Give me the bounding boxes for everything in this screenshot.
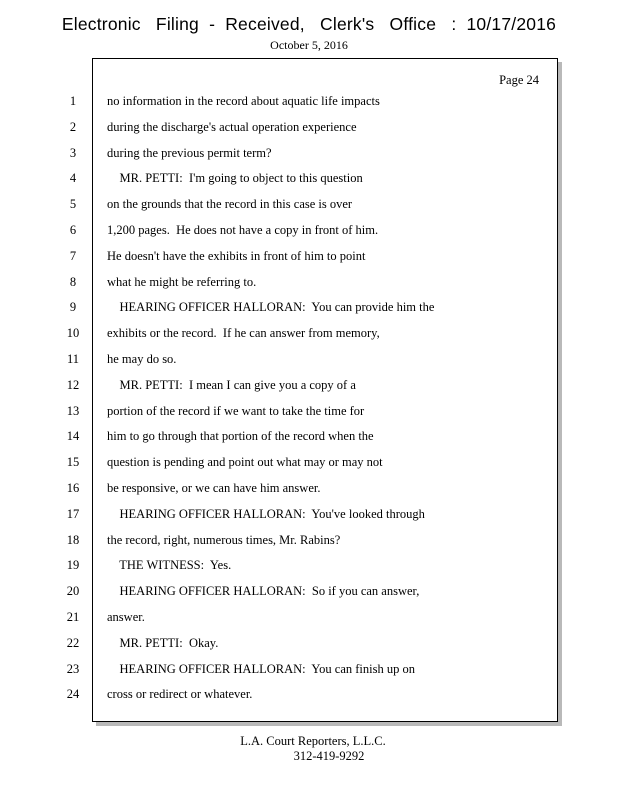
line-number: 11	[66, 352, 80, 366]
transcript-line-text: HEARING OFFICER HALLORAN: So if you can answer,	[107, 584, 420, 599]
filing-stamp: Electronic Filing - Received, Clerk's Office : 10/17/2016	[61, 14, 557, 34]
transcript-line-text: HEARING OFFICER HALLORAN: You can finish up on	[107, 661, 415, 676]
line-number: 13	[66, 403, 80, 418]
transcript-line-text: HEARING OFFICER HALLORAN: You've looked through	[107, 506, 425, 521]
line-number: 24	[66, 687, 80, 702]
line-number: 4	[69, 171, 77, 186]
line-number: 12	[66, 377, 80, 392]
transcript-line-text: on the grounds that the record in this case is over	[107, 197, 353, 212]
transcript-line-text: exhibits or the record. If he can answer from memory,	[107, 326, 380, 341]
line-number: 16	[66, 481, 80, 495]
transcript-line-text: the record, right, numerous times, Mr. Rabins?	[107, 532, 341, 547]
transcript-date: October 5, 2016	[270, 38, 348, 52]
line-number: 6	[69, 223, 77, 237]
line-number: 19	[66, 558, 80, 573]
transcript-line-text: what he might be referring to.	[107, 274, 257, 289]
transcript-line-text: THE WITNESS: Yes.	[107, 558, 232, 573]
transcript-line-text: he may do so.	[107, 352, 177, 366]
reporter-company: L.A. Court Reporters, L.L.C.	[240, 734, 386, 748]
transcript-line-text: question is pending and point out what may or may not	[107, 455, 383, 470]
line-number: 18	[66, 532, 80, 547]
line-number: 8	[69, 274, 77, 289]
transcript-line-text: MR. PETTI: I'm going to object to this question	[107, 171, 363, 186]
transcript-line-text: answer.	[107, 610, 145, 624]
page-number: Page 24	[499, 73, 539, 87]
line-number: 2	[69, 119, 77, 134]
transcript-line-text: 1,200 pages. He does not have a copy in front of him.	[107, 223, 379, 237]
transcript-line-text: during the previous permit term?	[107, 145, 272, 160]
transcript-line-text: MR. PETTI: Okay.	[107, 635, 219, 650]
line-number: 7	[69, 248, 77, 263]
line-number: 3	[69, 145, 77, 160]
line-number: 10	[66, 326, 80, 341]
line-number: 23	[66, 661, 80, 676]
transcript-line-text: HEARING OFFICER HALLORAN: You can provide him the	[107, 300, 435, 315]
line-number: 17	[66, 506, 80, 521]
transcript-line-text: him to go through that portion of the record when the	[107, 429, 374, 444]
transcript-line-text: MR. PETTI: I mean I can give you a copy of a	[107, 377, 356, 392]
line-number: 22	[66, 635, 80, 650]
reporter-phone: 312-419-9292	[293, 749, 365, 763]
transcript-line-text: cross or redirect or whatever.	[107, 687, 253, 702]
transcript-line-text: be responsive, or we can have him answer.	[107, 481, 321, 495]
line-number: 1	[69, 94, 77, 108]
transcript-line-text: no information in the record about aquatic life impacts	[107, 94, 380, 108]
line-number: 15	[66, 455, 80, 470]
line-number: 5	[69, 197, 77, 212]
line-number: 14	[66, 429, 80, 444]
transcript-line-text: during the discharge's actual operation experience	[107, 119, 357, 134]
transcript-line-text: He doesn't have the exhibits in front of him to point	[107, 248, 366, 263]
transcript-line-text: portion of the record if we want to take the time for	[107, 403, 365, 418]
line-number: 20	[66, 584, 80, 599]
line-number: 9	[69, 300, 77, 315]
line-number: 21	[66, 610, 80, 624]
